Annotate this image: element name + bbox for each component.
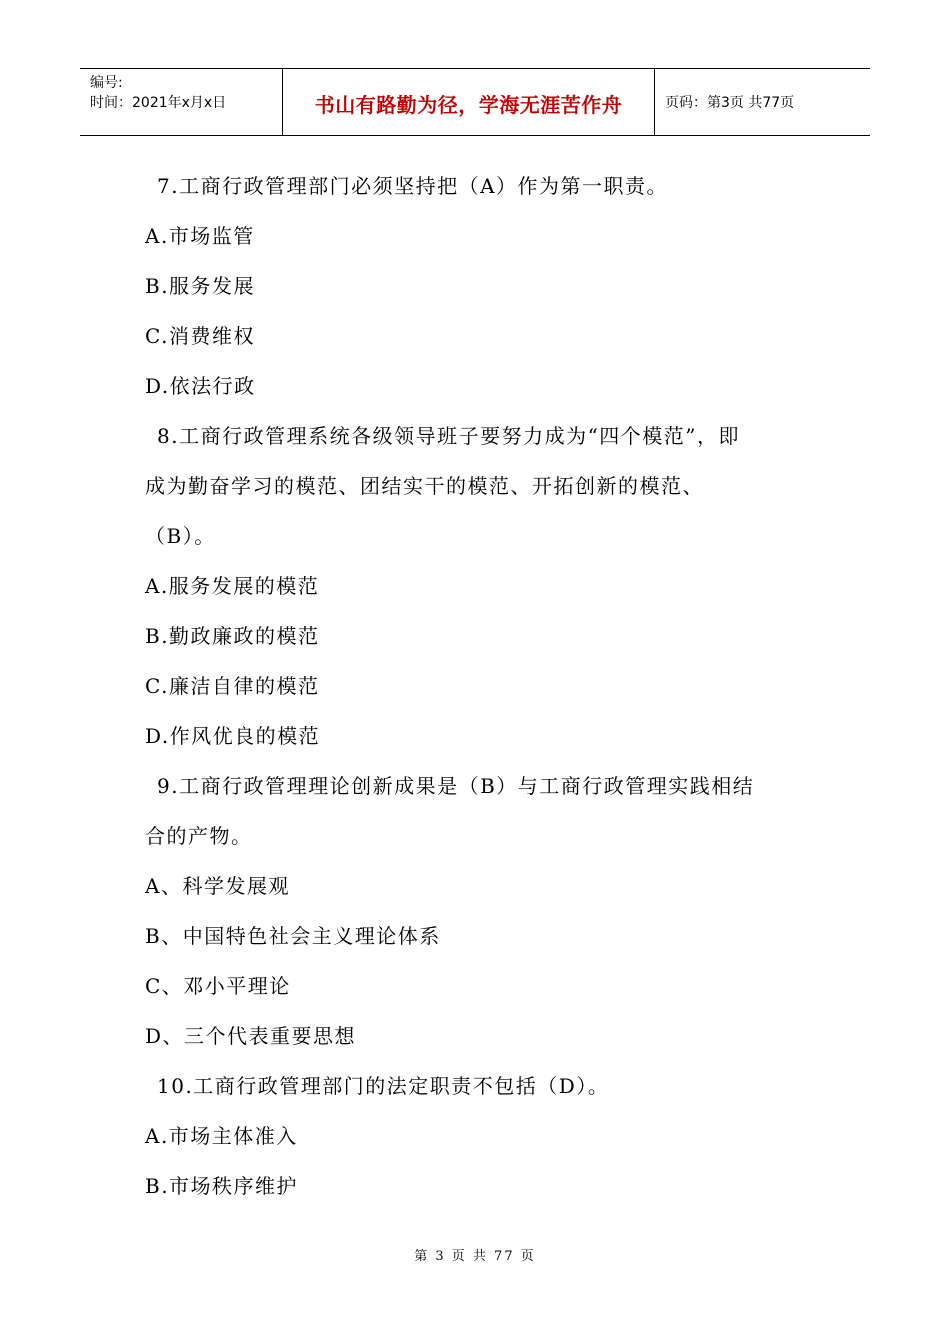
- option-7c: C.消费维权: [145, 324, 255, 348]
- option-9d: D、三个代表重要思想: [145, 1024, 357, 1048]
- option-10a: A.市场主体准入: [145, 1124, 298, 1148]
- option-8c: C.廉洁自律的模范: [145, 674, 320, 698]
- option-8a: A.服务发展的模范: [145, 574, 320, 598]
- question-10: 10.工商行政管理部门的法定职责不包括（D）。: [157, 1074, 610, 1098]
- question-7: 7.工商行政管理部门必须坚持把（A）作为第一职责。: [157, 174, 669, 198]
- question-content: [145, 161, 825, 1211]
- document-time-label: 时间：2021年x月x日: [90, 95, 227, 111]
- header-page-info: 页码：第3页 共77页: [665, 95, 795, 111]
- option-9a: A、科学发展观: [145, 874, 290, 898]
- page-header: [80, 68, 870, 136]
- header-motto: 书山有路勤为径，学海无涯苦作舟: [282, 69, 655, 135]
- option-8b: B.勤政廉政的模范: [145, 624, 320, 648]
- option-8d: D.作风优良的模范: [145, 724, 321, 748]
- header-meta: [80, 69, 282, 135]
- question-9: 9.工商行政管理理论创新成果是（B）与工商行政管理实践相结: [157, 774, 755, 798]
- page-footer: 第 3 页 共 77 页: [414, 1249, 536, 1264]
- option-10b: B.市场秩序维护: [145, 1174, 299, 1198]
- option-7d: D.依法行政: [145, 374, 256, 398]
- document-number-label: 编号:: [90, 75, 123, 91]
- option-7a: A.市场监管: [145, 224, 255, 248]
- question-8: 8.工商行政管理系统各级领导班子要努力成为“四个模范”，即: [157, 424, 741, 448]
- question-9-continued: 合的产物。: [145, 824, 253, 848]
- option-7b: B.服务发展: [145, 274, 256, 298]
- question-8-continued: 成为勤奋学习的模范、团结实干的模范、开拓创新的模范、: [145, 474, 704, 498]
- option-9c: C、邓小平理论: [145, 974, 291, 998]
- option-9b: B、中国特色社会主义理论体系: [145, 924, 441, 948]
- question-8-answer: （B）。: [145, 524, 216, 548]
